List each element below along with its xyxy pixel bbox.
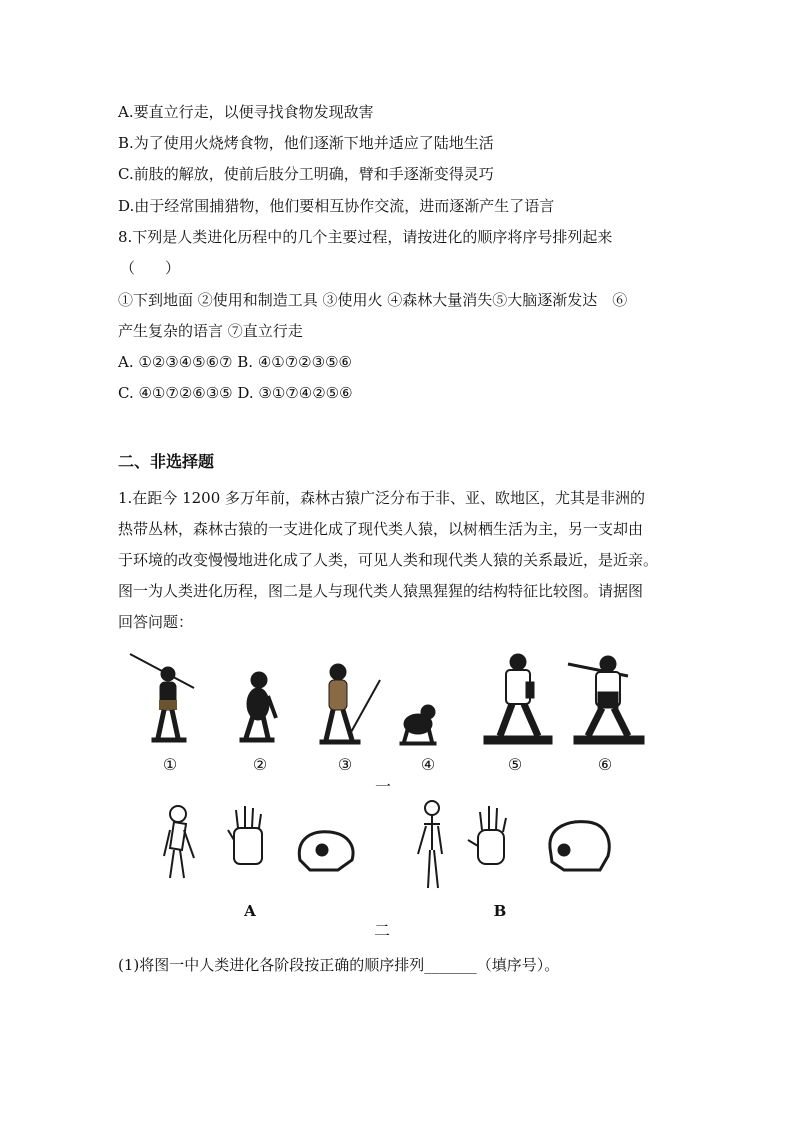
option-c: C.前肢的解放，使前后肢分工明确，臂和手逐渐变得灵巧 (118, 165, 494, 183)
figure-1-label-5: ⑤ (507, 755, 523, 774)
figure-2-label-b: B (493, 902, 507, 920)
q8-options-cd: C. ④①⑦②⑥③⑤ D. ③①⑦④②⑤⑥ (118, 384, 353, 402)
q8-options-ab: A. ①②③④⑤⑥⑦ B. ④①⑦②③⑤⑥ (118, 353, 352, 371)
passage-line-5: 回答问题： (118, 613, 194, 631)
figure-1-stage-4 (400, 705, 436, 745)
answer-paren: （ ） (120, 259, 181, 277)
passage-line-2: 热带丛林，森林古猿的一支进化成了现代类人猿，以树栖生活为主，另一支却由 (118, 520, 644, 538)
figure-1-label-6: ⑥ (597, 755, 613, 774)
figure-1-stage-3 (320, 664, 380, 744)
figure-1-stage-2 (240, 672, 276, 742)
figure-1-label-4: ④ (420, 755, 436, 774)
option-a: A.要直立行走，以便寻找食物发现敌害 (118, 103, 374, 121)
figure-1-label-3: ③ (337, 755, 353, 774)
option-d: D.由于经常围捕猎物，他们要相互协作交流，进而逐渐产生了语言 (118, 197, 555, 215)
human-skeleton (418, 801, 442, 888)
passage-line-3: 于环境的改变慢慢地进化成了人类，可见人类和现代类人猿的关系最近，是近亲。 (118, 551, 659, 569)
option-b: B.为了使用火烧烤食物，他们逐渐下地并适应了陆地生活 (118, 134, 494, 152)
figure-2-caption: 二 (373, 921, 390, 940)
figure-1-label-2: ② (252, 755, 268, 774)
passage-line-4: 图一为人类进化历程，图二是人与现代类人猿黑猩猩的结构特征比较图。请据图 (118, 582, 644, 600)
figure-1-caption: 一 (374, 777, 391, 796)
passage-line-1: 1.在距今 1200 多万年前，森林古猿广泛分布于非、亚、欧地区，尤其是非洲的 (118, 489, 646, 507)
figure-1-stage-5 (484, 654, 552, 744)
figure-2-comparison (160, 800, 620, 895)
figure-1-stage-6 (568, 656, 644, 744)
section-title: 二、非选择题 (118, 452, 215, 471)
chimp-hand (228, 806, 262, 864)
question-8-stem: 8.下列是人类进化历程中的几个主要过程，请按进化的顺序将序号排列起来 (118, 228, 613, 246)
figure-1-evolution (128, 652, 648, 752)
figure-1-label-1: ① (162, 755, 178, 774)
human-hand (468, 806, 506, 864)
chimp-skeleton (164, 806, 194, 878)
figure-2-label-a: A (244, 902, 256, 920)
q8-items-line1: ①下到地面 ②使用和制造工具 ③使用火 ④森林大量消失⑤大脑逐渐发达 ⑥ (118, 291, 628, 309)
question-1-1: (1)将图一中人类进化各阶段按正确的顺序排列_______（填序号）。 (118, 956, 560, 974)
human-skull (550, 822, 609, 870)
chimp-skull (299, 832, 353, 870)
q8-items-line2: 产生复杂的语言 ⑦直立行走 (118, 322, 303, 340)
figure-1-stage-1 (130, 654, 194, 742)
